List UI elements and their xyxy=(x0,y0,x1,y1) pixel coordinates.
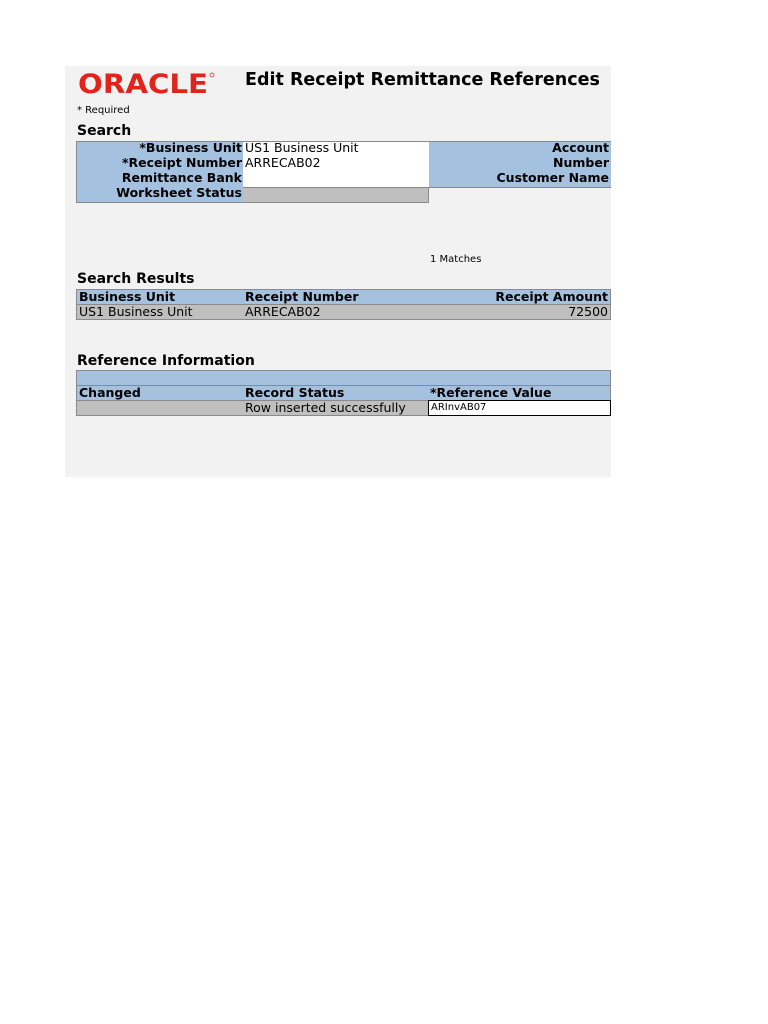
reference-spacer-cell-1 xyxy=(76,370,244,386)
receipt-number-field[interactable]: ARRECAB02 xyxy=(245,156,321,170)
search-results-title: Search Results xyxy=(77,271,195,287)
results-col-receipt-number[interactable]: Receipt Number xyxy=(243,289,429,305)
results-col-business-unit[interactable]: Business Unit xyxy=(76,289,244,305)
oracle-logo-text: ORACLE xyxy=(78,69,208,98)
reference-cell-record-status: Row inserted successfully xyxy=(243,400,429,416)
reference-col-changed[interactable]: Changed xyxy=(76,385,244,401)
receipt-number-label: *Receipt Number xyxy=(121,156,242,170)
worksheet-status-label: Worksheet Status xyxy=(116,186,242,200)
reference-cell-changed[interactable] xyxy=(76,400,244,416)
reference-spacer-cell-2 xyxy=(243,370,429,386)
results-cell-receipt-number[interactable]: ARRECAB02 xyxy=(243,304,429,320)
remittance-bank-field[interactable] xyxy=(243,171,429,186)
required-note: * Required xyxy=(77,105,130,116)
reference-info-title: Reference Information xyxy=(77,353,255,369)
page-title: Edit Receipt Remittance References xyxy=(245,70,600,90)
customer-name-label: Customer Name xyxy=(496,171,609,185)
results-col-receipt-amount[interactable]: Receipt Amount xyxy=(428,289,611,305)
account-label: Account xyxy=(552,141,609,155)
number-label: Number xyxy=(553,156,609,170)
business-unit-field[interactable]: US1 Business Unit xyxy=(245,141,359,155)
results-cell-receipt-amount[interactable]: 72500 xyxy=(428,304,611,320)
matches-count: 1 Matches xyxy=(430,254,482,265)
remittance-bank-label: Remittance Bank xyxy=(121,171,242,185)
reference-col-record-status[interactable]: Record Status xyxy=(243,385,429,401)
spreadsheet-sheet xyxy=(65,66,611,477)
search-section-title: Search xyxy=(77,123,132,139)
worksheet-status-field[interactable] xyxy=(243,187,429,203)
reference-spacer-cell-3 xyxy=(428,370,611,386)
reference-col-reference-value[interactable]: *Reference Value xyxy=(428,385,611,401)
oracle-logo xyxy=(78,68,216,98)
business-unit-label: *Business Unit xyxy=(139,141,242,155)
results-cell-business-unit[interactable]: US1 Business Unit xyxy=(76,304,244,320)
reference-value-input[interactable]: ARInvAB07 xyxy=(428,400,611,416)
